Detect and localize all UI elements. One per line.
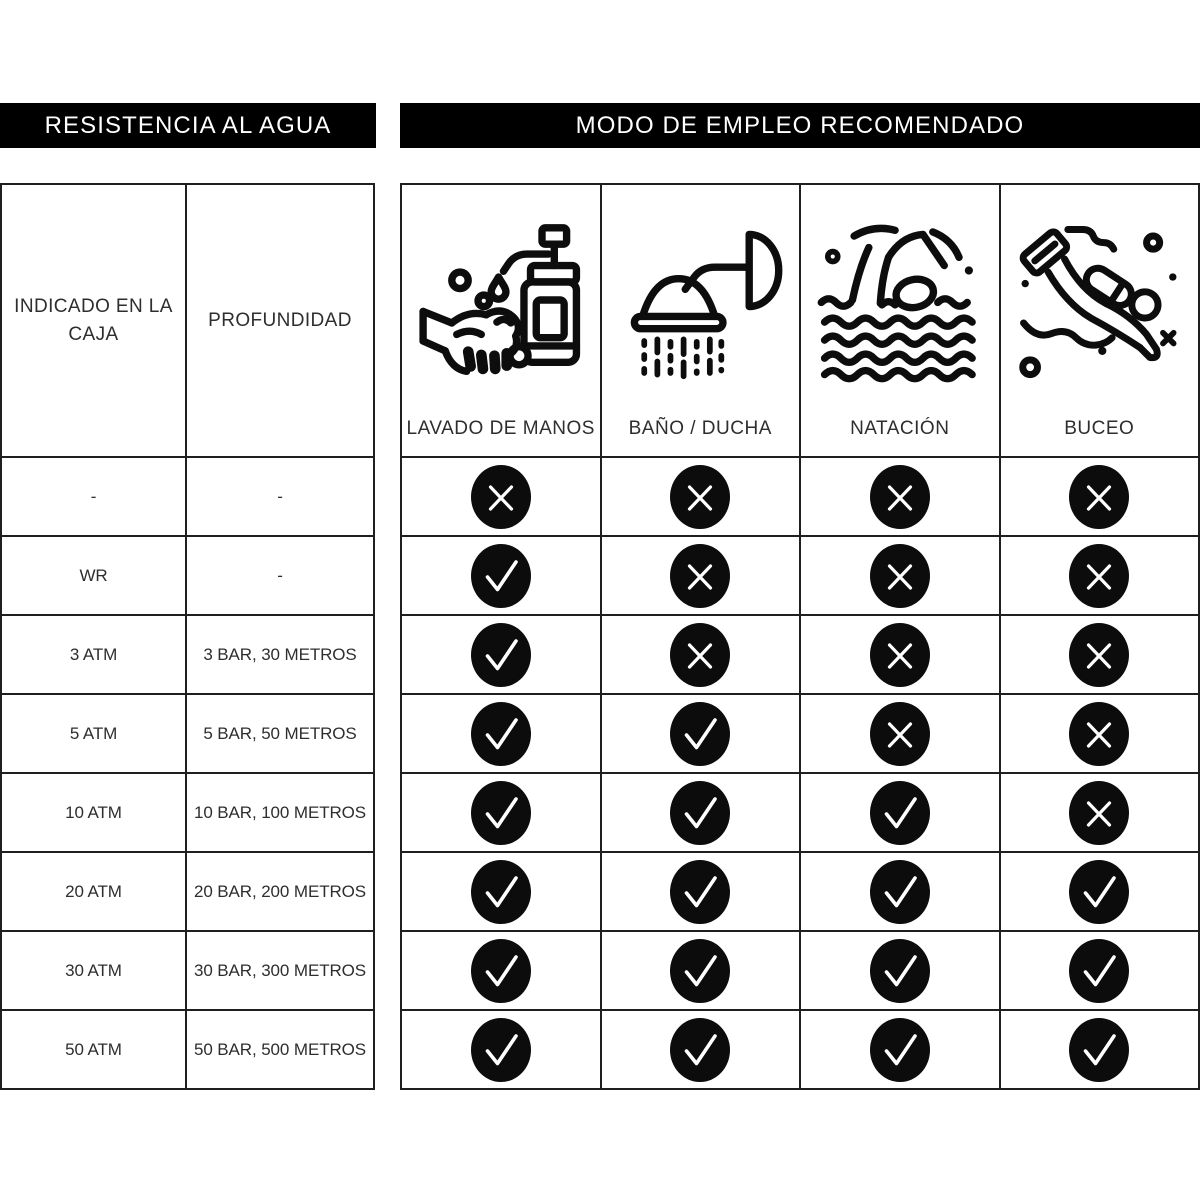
usage-not-allowed-cell <box>801 616 999 693</box>
allowed-mark <box>870 781 930 845</box>
usage-allowed-cell <box>402 853 600 930</box>
allowed-mark <box>471 781 531 845</box>
profundidad-cell <box>187 853 373 930</box>
caja-value: - <box>90 486 97 506</box>
check-icon <box>471 1018 531 1082</box>
usage-allowed-cell <box>602 774 800 851</box>
not-allowed-mark <box>1069 781 1129 845</box>
usage-not-allowed-cell <box>801 695 999 772</box>
cross-icon <box>870 465 930 529</box>
usage-allowed-cell <box>1001 1011 1199 1088</box>
allowed-mark <box>1069 1018 1129 1082</box>
profundidad-cell <box>187 932 373 1009</box>
cross-icon <box>1069 702 1129 766</box>
check-icon <box>471 544 531 608</box>
check-icon <box>870 1018 930 1082</box>
cross-icon <box>471 465 531 529</box>
allowed-mark <box>1069 939 1129 1003</box>
allowed-mark <box>870 1018 930 1082</box>
allowed-mark <box>471 860 531 924</box>
allowed-mark <box>471 544 531 608</box>
usage-not-allowed-cell <box>1001 537 1199 614</box>
caja-value: 10 ATM <box>65 802 122 822</box>
diver-icon <box>1001 185 1199 414</box>
check-icon <box>471 781 531 845</box>
caja-value: 50 ATM <box>65 1039 122 1059</box>
caja-value: WR <box>79 565 108 585</box>
usage-not-allowed-cell <box>1001 774 1199 851</box>
profundidad-value: 20 BAR, 200 METROS <box>193 881 367 901</box>
caja-cell <box>2 695 185 772</box>
allowed-mark <box>670 1018 730 1082</box>
caja-cell <box>2 458 185 535</box>
column-header-profundidad <box>187 185 373 456</box>
swimmer-icon <box>801 185 999 414</box>
usage-allowed-cell <box>602 1011 800 1088</box>
allowed-mark <box>670 939 730 1003</box>
cross-icon <box>870 702 930 766</box>
usage-not-allowed-cell <box>602 537 800 614</box>
column-header-label: BAÑO / DUCHA <box>628 418 772 439</box>
left-section-title: RESISTENCIA AL AGUA <box>44 111 332 139</box>
profundidad-cell <box>187 537 373 614</box>
cross-icon <box>670 623 730 687</box>
not-allowed-mark <box>870 544 930 608</box>
profundidad-cell <box>187 616 373 693</box>
check-icon <box>870 939 930 1003</box>
profundidad-cell <box>187 1011 373 1088</box>
usage-allowed-cell <box>402 774 600 851</box>
profundidad-value: 5 BAR, 50 METROS <box>203 723 357 743</box>
cross-icon <box>870 623 930 687</box>
usage-not-allowed-cell <box>1001 695 1199 772</box>
column-header-bano-ducha <box>602 185 800 456</box>
profundidad-value: - <box>277 486 283 506</box>
usage-not-allowed-cell <box>801 458 999 535</box>
caja-cell <box>2 1011 185 1088</box>
not-allowed-mark <box>1069 465 1129 529</box>
profundidad-cell <box>187 458 373 535</box>
caja-cell <box>2 774 185 851</box>
not-allowed-mark <box>1069 623 1129 687</box>
not-allowed-mark <box>670 623 730 687</box>
profundidad-value: 30 BAR, 300 METROS <box>193 960 367 980</box>
check-icon <box>670 939 730 1003</box>
profundidad-value: - <box>277 565 283 585</box>
check-icon <box>471 860 531 924</box>
left-section-header-bar <box>0 103 376 148</box>
usage-allowed-cell <box>402 537 600 614</box>
not-allowed-mark <box>670 465 730 529</box>
column-header-label: BUCEO <box>1064 418 1135 439</box>
usage-not-allowed-cell <box>602 616 800 693</box>
column-header-indicado-en-la-caja <box>2 185 185 456</box>
column-header-label: NATACIÓN <box>850 418 950 439</box>
check-icon <box>670 781 730 845</box>
not-allowed-mark <box>870 702 930 766</box>
usage-allowed-cell <box>801 1011 999 1088</box>
allowed-mark <box>670 781 730 845</box>
allowed-mark <box>870 939 930 1003</box>
cross-icon <box>1069 544 1129 608</box>
check-icon <box>870 781 930 845</box>
caja-cell <box>2 537 185 614</box>
not-allowed-mark <box>1069 702 1129 766</box>
check-icon <box>1069 1018 1129 1082</box>
usage-allowed-cell <box>1001 853 1199 930</box>
caja-value: 20 ATM <box>65 881 122 901</box>
usage-allowed-cell <box>402 932 600 1009</box>
caja-cell <box>2 853 185 930</box>
column-header-buceo <box>1001 185 1199 456</box>
usage-allowed-cell <box>602 695 800 772</box>
cross-icon <box>870 544 930 608</box>
allowed-mark <box>870 860 930 924</box>
column-header-label: LAVADO DE MANOS <box>406 418 595 439</box>
water-resistance-table <box>0 183 375 1090</box>
check-icon <box>870 860 930 924</box>
cross-icon <box>670 544 730 608</box>
usage-not-allowed-cell <box>602 458 800 535</box>
check-icon <box>670 860 730 924</box>
check-icon <box>471 623 531 687</box>
cross-icon <box>1069 781 1129 845</box>
profundidad-cell <box>187 774 373 851</box>
check-icon <box>670 702 730 766</box>
right-section-header-bar <box>400 103 1200 148</box>
caja-value: 3 ATM <box>69 644 118 664</box>
not-allowed-mark <box>870 465 930 529</box>
usage-allowed-cell <box>801 932 999 1009</box>
caja-cell <box>2 616 185 693</box>
not-allowed-mark <box>1069 544 1129 608</box>
caja-value: 30 ATM <box>65 960 122 980</box>
usage-not-allowed-cell <box>1001 616 1199 693</box>
profundidad-value: 50 BAR, 500 METROS <box>193 1039 367 1059</box>
right-section-title: MODO DE EMPLEO RECOMENDADO <box>575 111 1025 139</box>
cross-icon <box>1069 465 1129 529</box>
allowed-mark <box>1069 860 1129 924</box>
check-icon <box>471 702 531 766</box>
column-header-natacion <box>801 185 999 456</box>
recommended-usage-table <box>400 183 1200 1090</box>
usage-allowed-cell <box>1001 932 1199 1009</box>
profundidad-cell <box>187 695 373 772</box>
check-icon <box>670 1018 730 1082</box>
usage-not-allowed-cell <box>1001 458 1199 535</box>
allowed-mark <box>670 860 730 924</box>
profundidad-value: 3 BAR, 30 METROS <box>203 644 357 664</box>
usage-allowed-cell <box>602 853 800 930</box>
usage-allowed-cell <box>801 853 999 930</box>
caja-value: 5 ATM <box>69 723 118 743</box>
allowed-mark <box>471 939 531 1003</box>
usage-allowed-cell <box>801 774 999 851</box>
shower-icon <box>602 185 800 414</box>
column-header-lavado-de-manos <box>402 185 600 456</box>
usage-allowed-cell <box>402 1011 600 1088</box>
handwash-icon <box>402 185 600 414</box>
check-icon <box>471 939 531 1003</box>
cross-icon <box>670 465 730 529</box>
profundidad-value: 10 BAR, 100 METROS <box>193 802 367 822</box>
usage-allowed-cell <box>402 616 600 693</box>
usage-allowed-cell <box>602 932 800 1009</box>
column-header-label: INDICADO EN LA CAJA <box>14 295 173 345</box>
check-icon <box>1069 860 1129 924</box>
allowed-mark <box>471 623 531 687</box>
column-header-label: PROFUNDIDAD <box>208 309 352 331</box>
usage-not-allowed-cell <box>801 537 999 614</box>
cross-icon <box>1069 623 1129 687</box>
not-allowed-mark <box>471 465 531 529</box>
check-icon <box>1069 939 1129 1003</box>
allowed-mark <box>471 702 531 766</box>
not-allowed-mark <box>670 544 730 608</box>
usage-allowed-cell <box>402 695 600 772</box>
allowed-mark <box>670 702 730 766</box>
not-allowed-mark <box>870 623 930 687</box>
caja-cell <box>2 932 185 1009</box>
allowed-mark <box>471 1018 531 1082</box>
usage-not-allowed-cell <box>402 458 600 535</box>
